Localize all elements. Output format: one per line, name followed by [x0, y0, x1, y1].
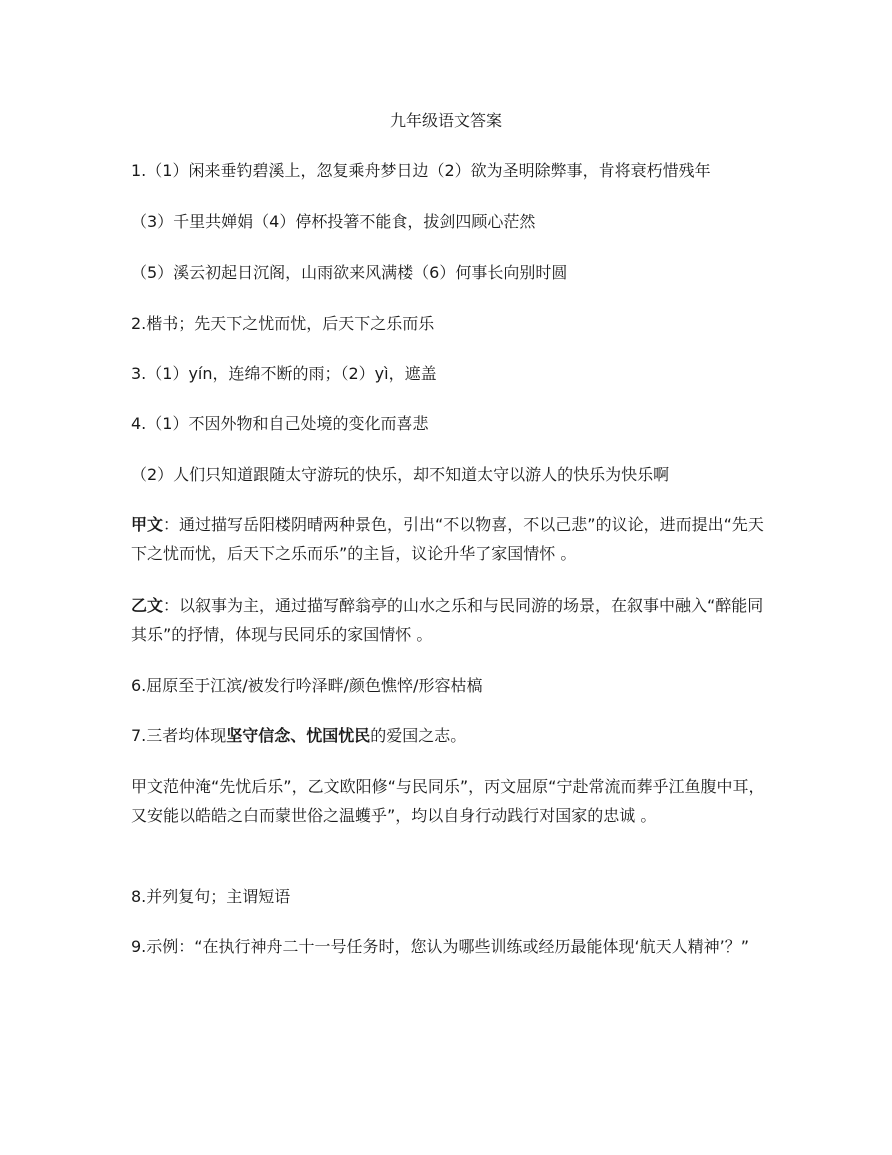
answer-8: 8.并列复句；主谓短语 [131, 887, 291, 906]
answer-9: 9.示例：“在执行神舟二十一号任务时，您认为哪些训练或经历最能体现‘航天人精神’？” [131, 937, 750, 956]
answer-2: 2.楷书；先天下之忧而忧，后天下之乐而乐 [131, 314, 435, 333]
answer-7-prefix: 7.三者均体现 [131, 726, 227, 745]
answer-3: 3.（1）yín，连绵不断的雨；（2）yì，遮盖 [131, 364, 437, 383]
answer-7-detail: 甲文范仲淹“先忧后乐”，乙文欧阳修“与民同乐”，丙文屈原“宁赴常流而葬乎江鱼腹中耳，又安能以皓皓之白而蒙世俗之温蠖乎”，均以自身行动践行对国家的忠诚 。 [131, 777, 765, 825]
answer-5-jiawen-label: 甲文 [131, 515, 164, 534]
answer-7-bold: 坚守信念、忧国忧民 [226, 726, 371, 745]
answer-1-line-1: 1.（1）闲来垂钓碧溪上，忽复乘舟梦日边（2）欲为圣明除弊事，肯将衰朽惜残年 [131, 161, 711, 180]
answer-6: 6.屈原至于江滨/被发行吟泽畔/颜色憔悴/形容枯槁 [131, 676, 483, 695]
answer-7-summary [131, 726, 771, 746]
answer-5-jiawen [131, 510, 771, 568]
answer-1-line-2: （3）千里共婵娟（4）停杯投箸不能食，拔剑四顾心茫然 [131, 212, 536, 231]
answer-4-line-2: （2）人们只知道跟随太守游玩的快乐，却不知道太守以游人的快乐为快乐啊 [131, 465, 670, 484]
answer-7-suffix: 的爱国之志。 [370, 726, 467, 745]
answer-5-yiwen [131, 591, 771, 649]
answer-5-yiwen-text: ：以叙事为主，通过描写醉翁亭的山水之乐和与民同游的场景，在叙事中融入“醉能同其乐”的抒情，体现与民同乐的家国情怀 。 [131, 596, 764, 644]
answer-5-yiwen-label: 乙文 [131, 596, 164, 615]
answer-1-line-3: （5）溪云初起日沉阁，山雨欲来风满楼（6）何事长向别时圆 [131, 263, 568, 282]
page-title: 九年级语文答案 [389, 111, 502, 130]
answer-4-line-1: 4.（1）不因外物和自己处境的变化而喜悲 [131, 414, 429, 433]
answer-5-jiawen-text: ：通过描写岳阳楼阴晴两种景色，引出“不以物喜，不以己悲”的议论，进而提出“先天下之忧而忧，后天下之乐而乐”的主旨，议论升华了家国情怀 。 [131, 515, 764, 563]
